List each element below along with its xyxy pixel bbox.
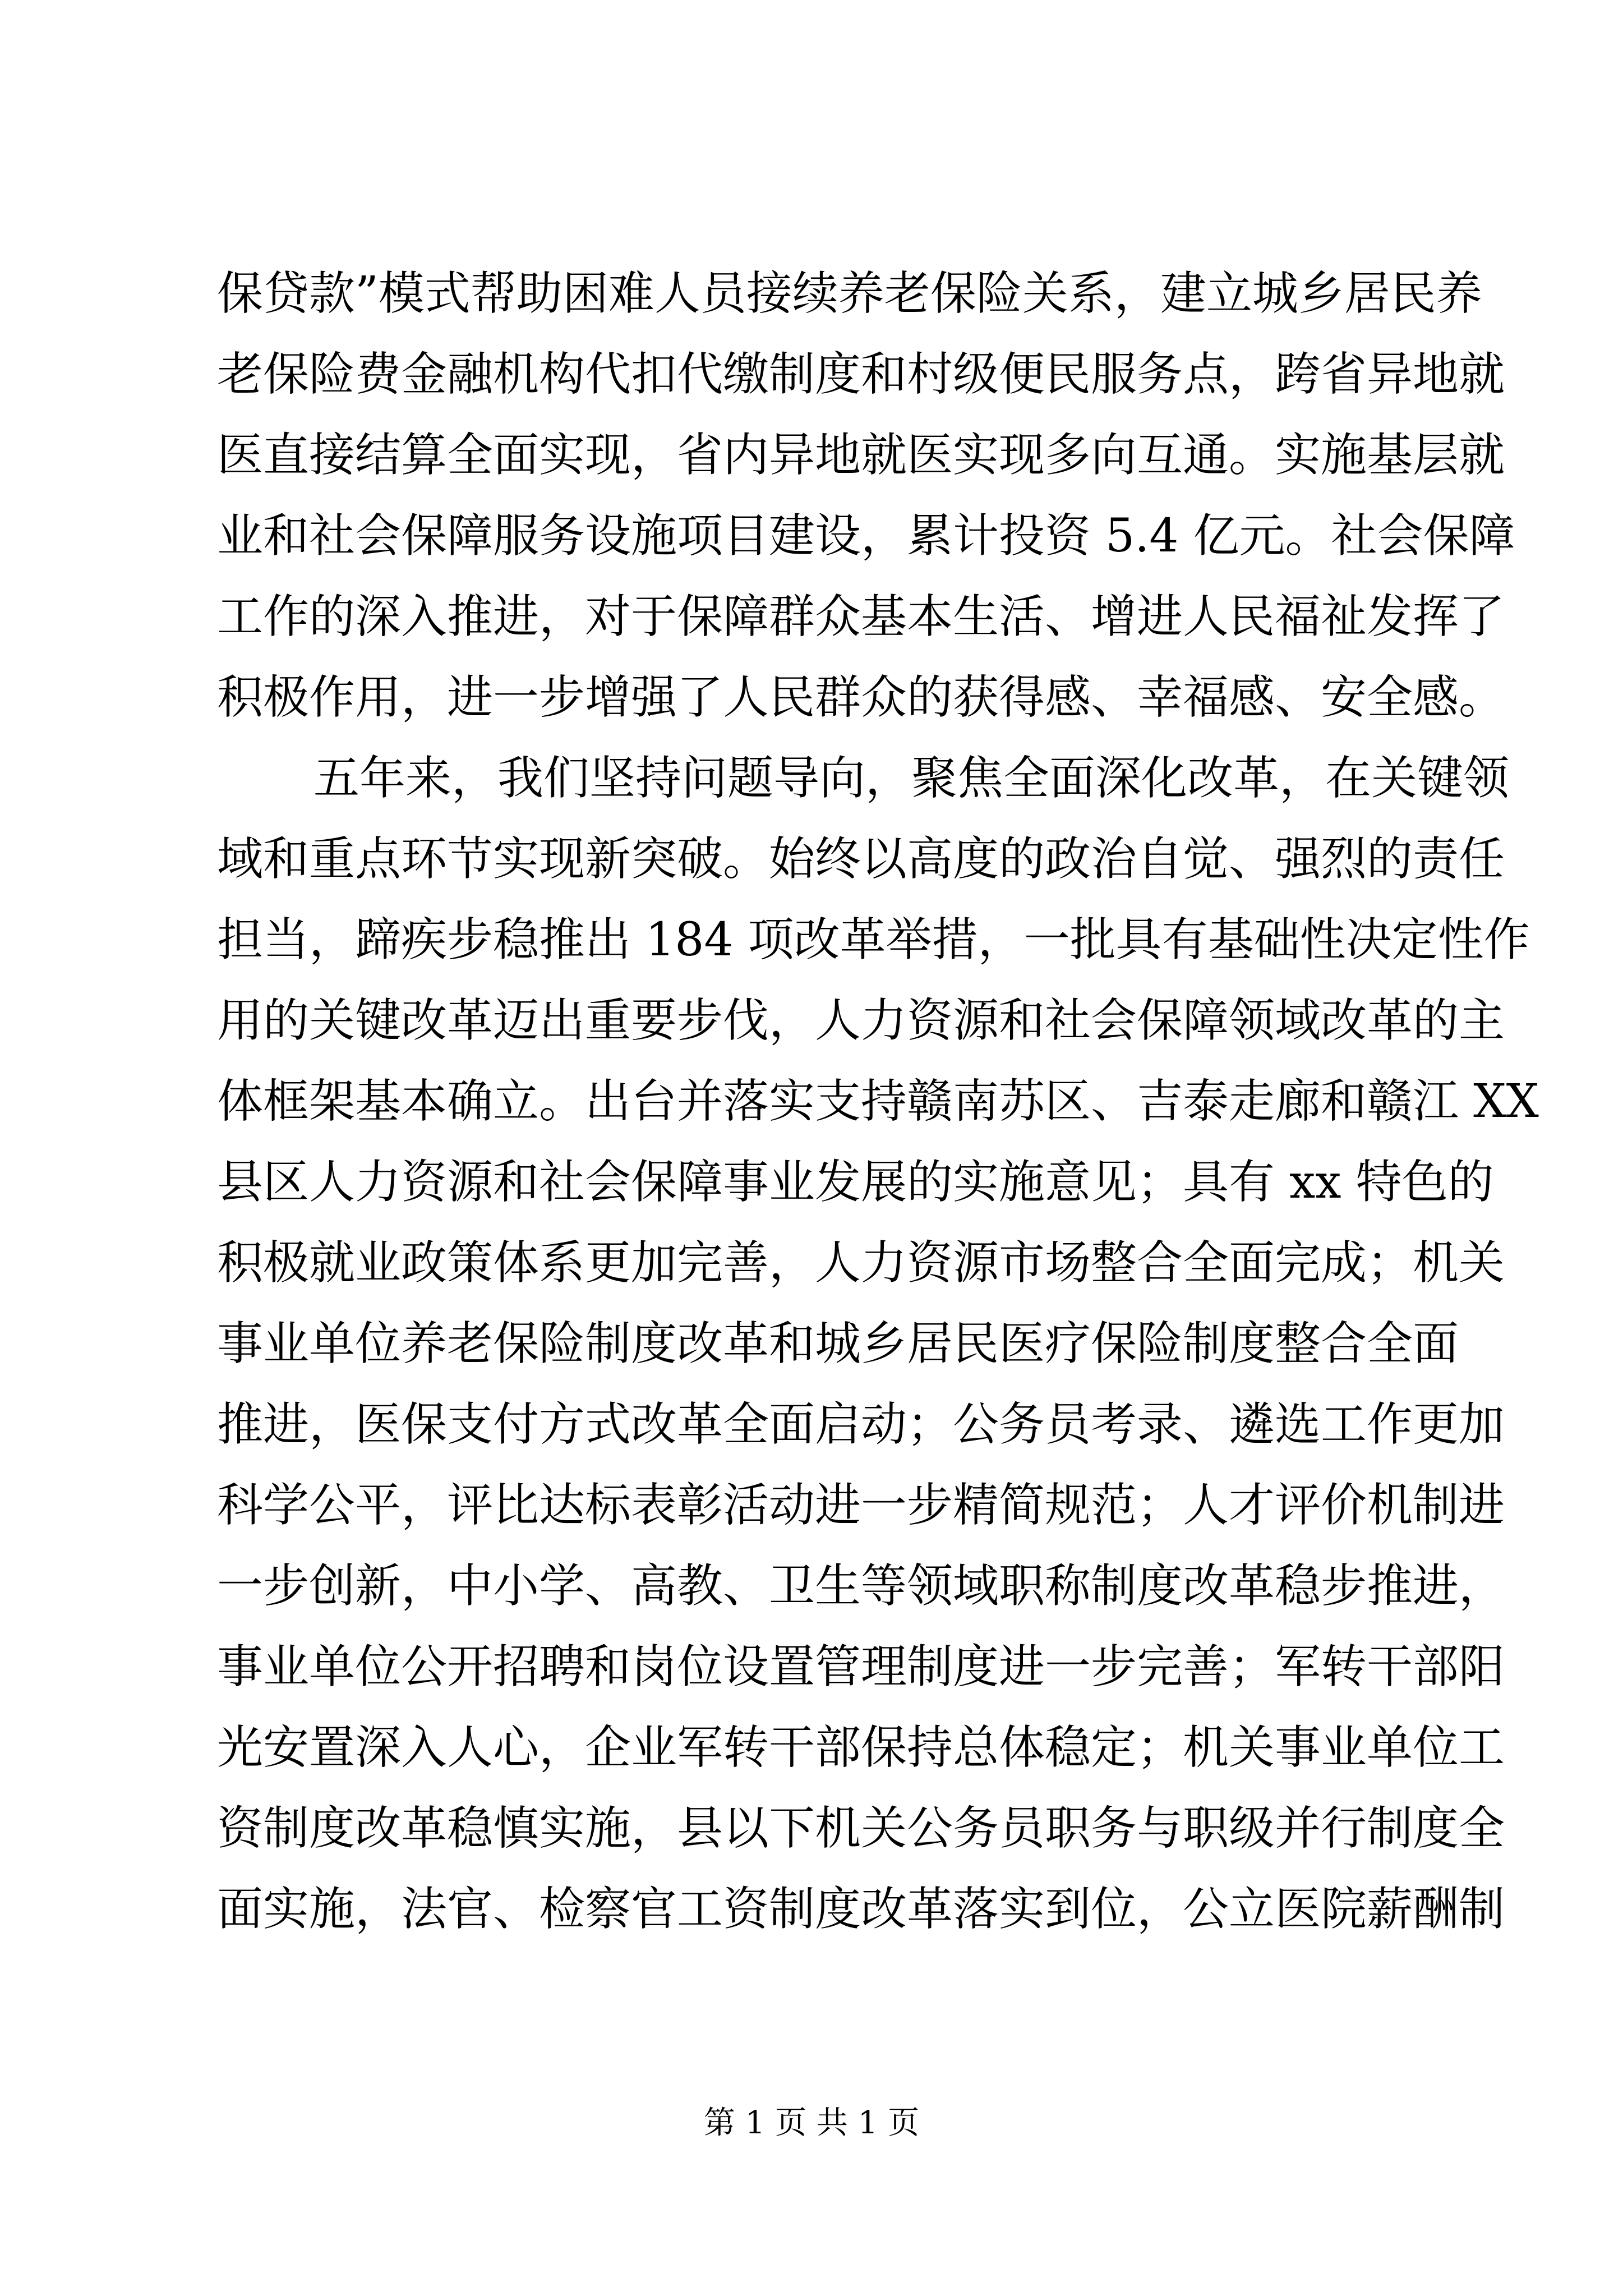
text-line: 面实施，法官、检察官工资制度改革落实到位，公立医院薪酬制 [217, 1883, 1505, 1936]
text-line: 事业单位养老保险制度改革和城乡居民医疗保险制度整合全面 [217, 1317, 1459, 1370]
text-line: 科学公平，评比达标表彰活动进一步精简规范；人才评价机制进 [217, 1479, 1505, 1532]
text-line: 积极作用，进一步增强了人民群众的获得感、幸福感、安全感。 [217, 671, 1505, 724]
text-line: 保贷款”模式帮助困难人员接续养老保险关系，建立城乡居民养 [217, 267, 1482, 320]
text-line: 工作的深入推进，对于保障群众基本生活、增进人民福祉发挥了 [217, 590, 1505, 643]
text-line: 体框架基本确立。出台并落实支持赣南苏区、吉泰走廊和赣江 XX [217, 1075, 1539, 1128]
text-line: 域和重点环节实现新突破。始终以高度的政治自觉、强烈的责任 [217, 832, 1505, 886]
text-line: 资制度改革稳慎实施，县以下机关公务员职务与职级并行制度全 [217, 1802, 1505, 1855]
text-line: 县区人力资源和社会保障事业发展的实施意见；具有 xx 特色的 [217, 1156, 1494, 1209]
text-line: 担当，蹄疾步稳推出 184 项改革举措，一批具有基础性决定性作 [217, 913, 1530, 967]
text-line: 一步创新，中小学、高教、卫生等领域职称制度改革稳步推进， [217, 1559, 1505, 1613]
paragraph-first-line: 五年来，我们坚持问题导向，聚焦全面深化改革，在关键领 [313, 752, 1510, 805]
text-line: 用的关键改革迈出重要步伐，人力资源和社会保障领域改革的主 [217, 994, 1505, 1047]
page-number-footer: 第 1 页 共 1 页 [703, 2105, 920, 2141]
text-line: 医直接结算全面实现，省内异地就医实现多向互通。实施基层就 [217, 429, 1505, 482]
text-line: 老保险费金融机构代扣代缴制度和村级便民服务点，跨省异地就 [217, 348, 1505, 401]
text-line: 推进，医保支付方式改革全面启动；公务员考录、遴选工作更加 [217, 1398, 1505, 1451]
text-line: 事业单位公开招聘和岗位设置管理制度进一步完善；军转干部阳 [217, 1640, 1505, 1694]
text-line: 积极就业政策体系更加完善，人力资源市场整合全面完成；机关 [217, 1236, 1505, 1290]
text-line: 业和社会保障服务设施项目建设，累计投资 5.4 亿元。社会保障 [217, 509, 1515, 563]
text-line: 光安置深入人心，企业军转干部保持总体稳定；机关事业单位工 [217, 1721, 1505, 1774]
document-body [217, 254, 1539, 1950]
